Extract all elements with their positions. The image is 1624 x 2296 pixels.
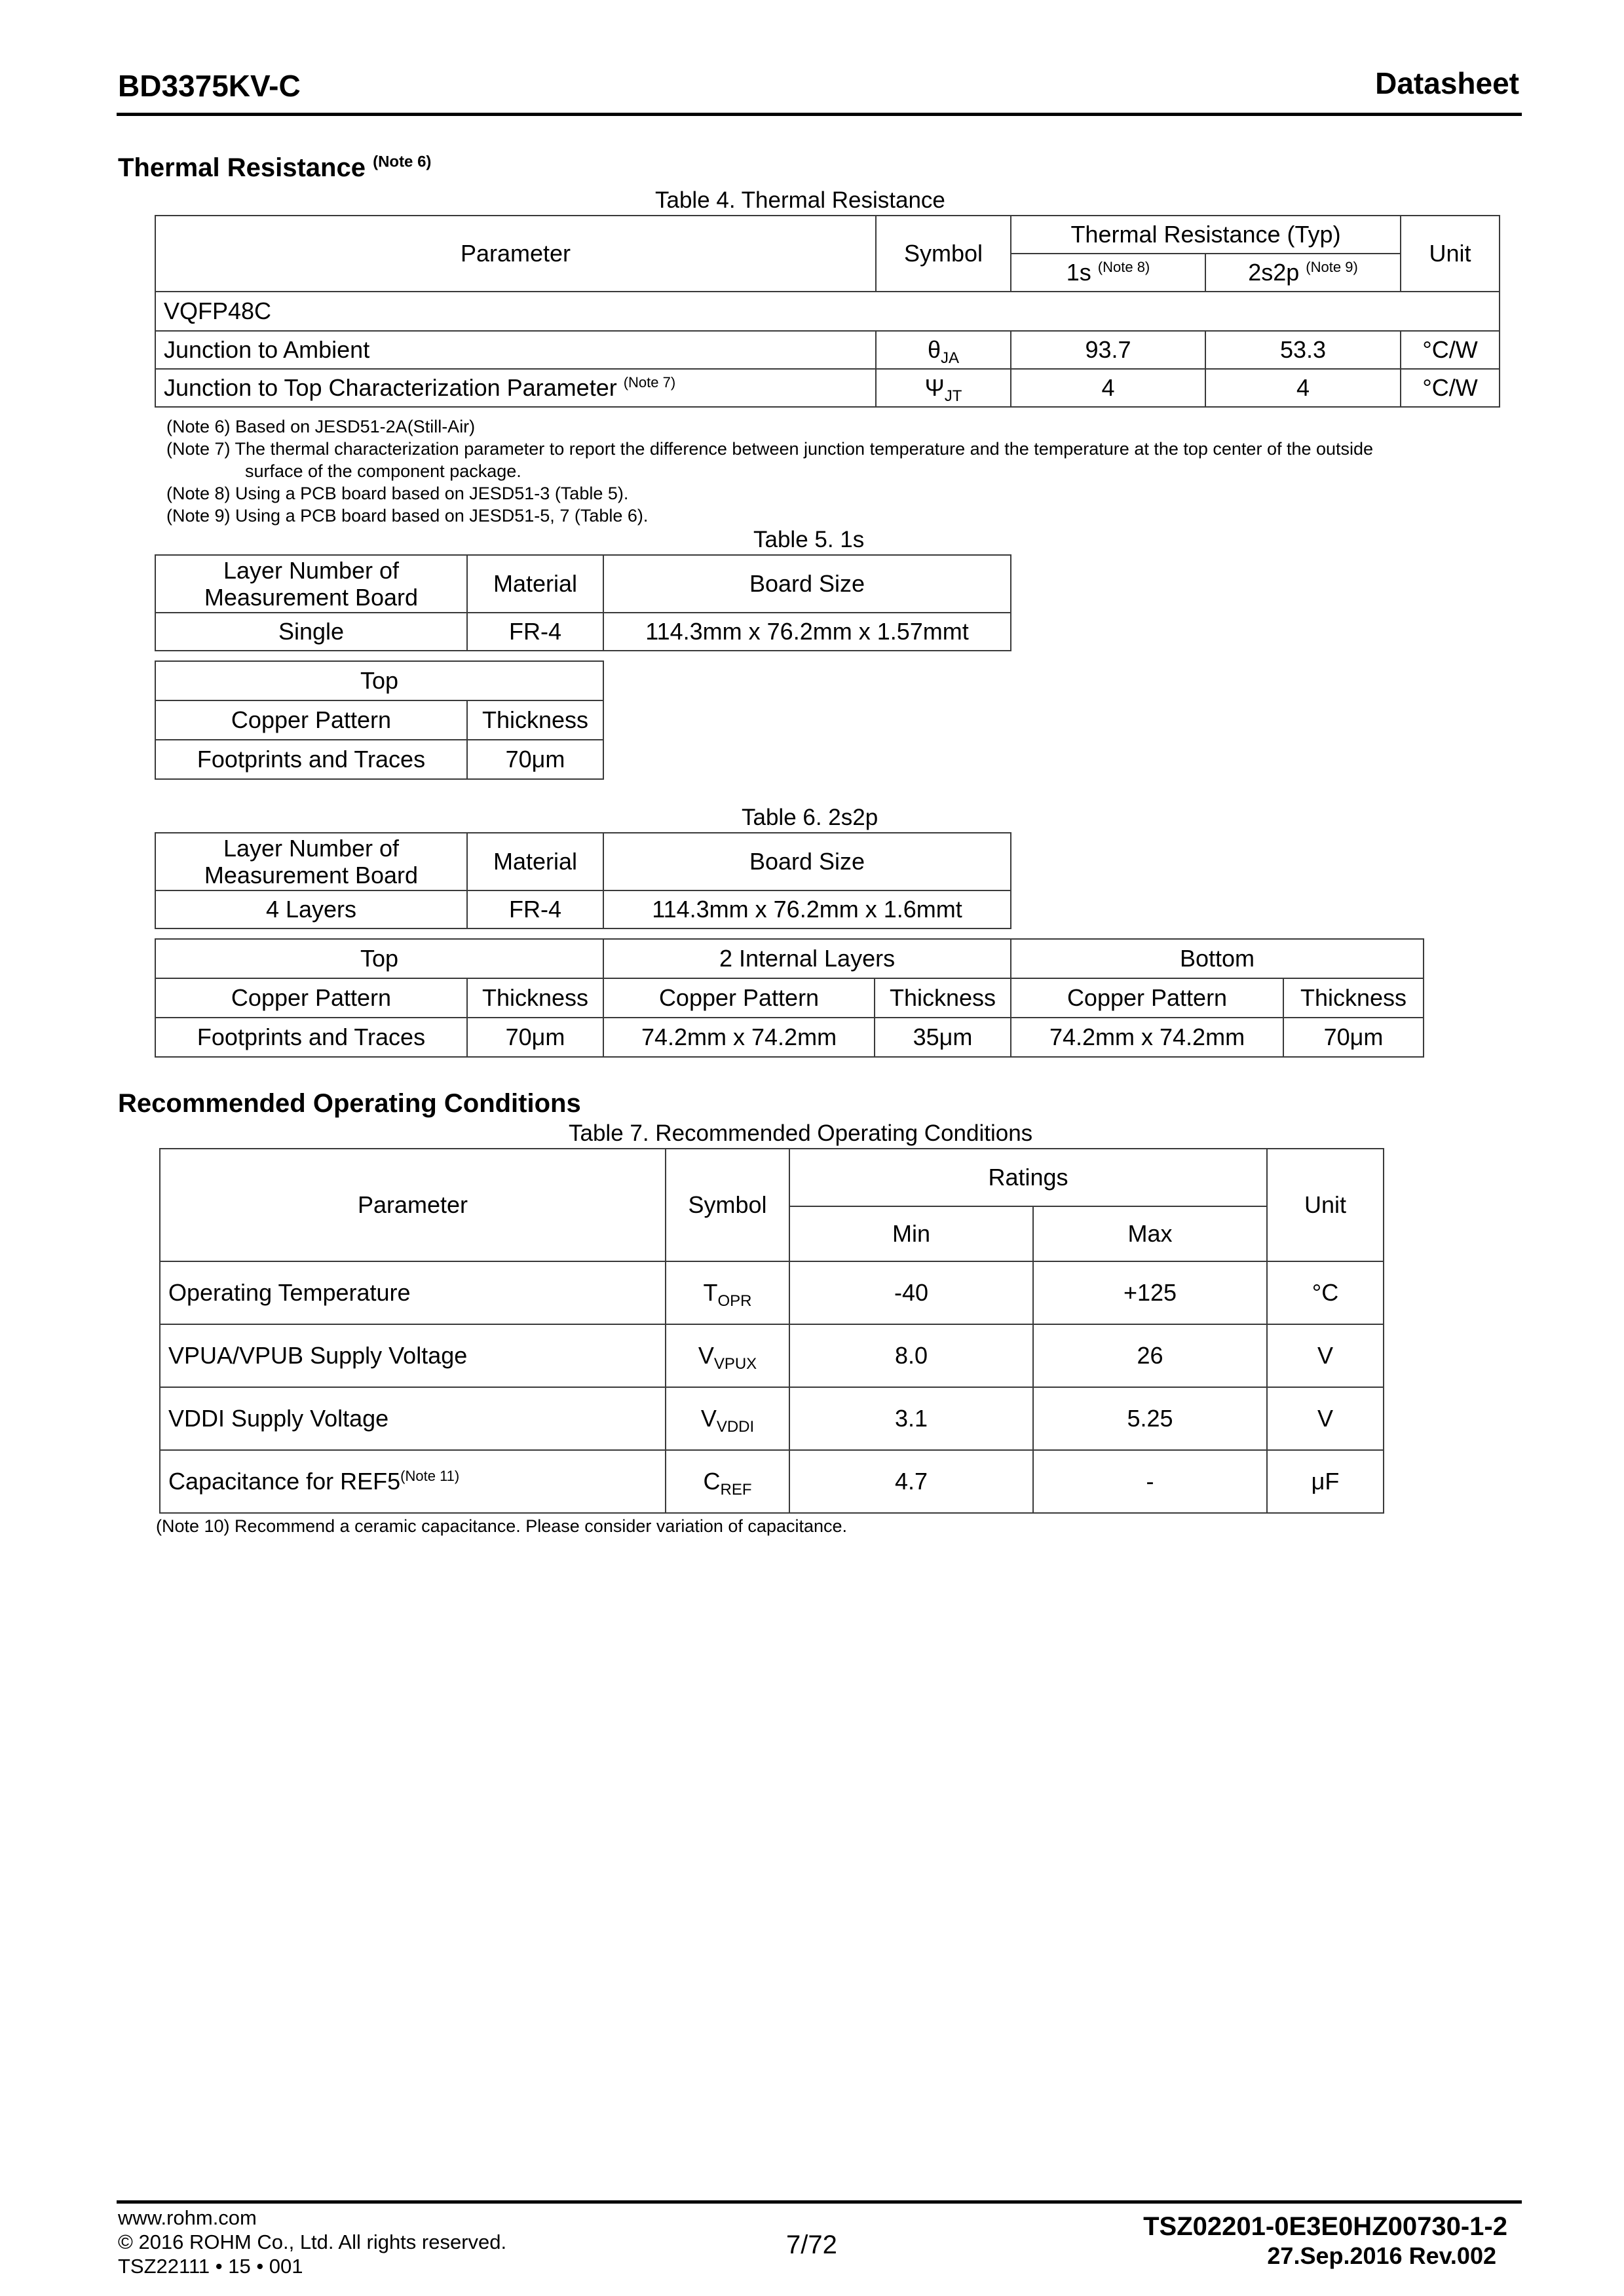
date-rev: 27.Sep.2016 Rev.002 xyxy=(1267,2242,1496,2269)
website-link[interactable]: www.rohm.com xyxy=(118,2206,257,2229)
t7-row3-unit: V xyxy=(1267,1387,1384,1450)
t6-h-bot-copper: Copper Pattern xyxy=(1011,978,1283,1018)
table-row xyxy=(160,1324,1384,1387)
copyright: © 2016 ROHM Co., Ltd. All rights reserved. xyxy=(118,2230,507,2253)
t5-h-board: Board Size xyxy=(603,555,1011,613)
table-row xyxy=(160,1450,1384,1513)
t6-h-board: Board Size xyxy=(603,833,1011,890)
t5-h-material: Material xyxy=(467,555,603,613)
table-row xyxy=(160,1261,1384,1324)
t6-h-bottom: Bottom xyxy=(1011,939,1424,978)
table-row xyxy=(155,890,1011,928)
t7-h-symbol: Symbol xyxy=(666,1149,789,1261)
t4-package: VQFP48C xyxy=(155,292,1500,331)
doc-number: TSZ02201-0E3E0HZ00730-1-2 xyxy=(1143,2212,1507,2241)
t7-row3-min: 3.1 xyxy=(789,1387,1033,1450)
table7 xyxy=(159,1148,1384,1514)
t6-h-top-copper: Copper Pattern xyxy=(155,978,467,1018)
footer-rule xyxy=(117,2200,1522,2204)
t7-row1-max: +125 xyxy=(1033,1261,1267,1324)
t4-row2-unit: °C/W xyxy=(1401,369,1500,407)
thermal-notes: (Note 6) Based on JESD51-2A(Still-Air) (Note 7) The thermal characterization parameter to report the difference between junction temperature and the temperature at the top center of the outside surface of the component package. (Note 8) Using a PCB board based on JESD51-3 (Table 5). (Note 9) Using a PCB board based on JESD51-5, 7 (Table 6). xyxy=(166,417,1374,526)
t4-row1-symbol: $\theta_{JA}$ xyxy=(876,331,1011,369)
t6-board: 114.3mm x 76.2mm x 1.6mmt xyxy=(603,890,1011,928)
t4-h-thermal: Thermal Resistance (Typ) xyxy=(1011,216,1401,254)
t6-h-internal: 2 Internal Layers xyxy=(603,939,1011,978)
table-row xyxy=(155,613,1011,651)
t4-h-1s: 1s $^{(Note 8)}$ xyxy=(1011,254,1205,292)
t6-h-top-thick: Thickness xyxy=(467,978,603,1018)
t6-top-copper: Footprints and Traces xyxy=(155,1018,467,1057)
table-row xyxy=(155,1018,1424,1057)
table6 xyxy=(155,832,1011,929)
t7-row1-symbol: $T_{OPR}$ xyxy=(666,1261,789,1324)
t4-row1-param: Junction to Ambient xyxy=(155,331,876,369)
t5-h-layer: Layer Number of Measurement Board xyxy=(155,555,467,613)
t7-row1-param: Operating Temperature xyxy=(160,1261,666,1324)
t7-row3-param: VDDI Supply Voltage xyxy=(160,1387,666,1450)
table-row xyxy=(155,740,603,779)
t6-int-thick: 35μm xyxy=(875,1018,1011,1057)
t4-row2-param: Junction to Top Characterization Parameter $^{(Note 7)}$ xyxy=(155,369,876,407)
t5-board: 114.3mm x 76.2mm x 1.57mmt xyxy=(603,613,1011,651)
table-row xyxy=(160,1387,1384,1450)
thermal-heading: Thermal Resistance $^{(Note 6)}$ xyxy=(118,153,432,182)
t4-h-parameter: Parameter xyxy=(155,216,876,292)
t4-row1-unit: °C/W xyxy=(1401,331,1500,369)
t7-h-unit: Unit xyxy=(1267,1149,1384,1261)
t7-row4-max: - xyxy=(1033,1450,1267,1513)
t6-top-thick: 70μm xyxy=(467,1018,603,1057)
part-number: BD3375KV-C xyxy=(118,69,301,103)
t7-row4-min: 4.7 xyxy=(789,1450,1033,1513)
t5-copper: Footprints and Traces xyxy=(155,740,467,779)
t4-h-unit: Unit xyxy=(1401,216,1500,292)
table6-caption: Table 6. 2s2p xyxy=(742,805,878,830)
table5 xyxy=(155,554,1011,651)
t6-h-int-copper: Copper Pattern xyxy=(603,978,875,1018)
t7-row2-symbol: $V_{VPUX}$ xyxy=(666,1324,789,1387)
t5-h-top: Top xyxy=(155,661,603,700)
t4-row2-symbol: $\Psi_{JT}$ xyxy=(876,369,1011,407)
t7-row4-symbol: $C_{REF}$ xyxy=(666,1450,789,1513)
t4-row1-2s2p: 53.3 xyxy=(1205,331,1401,369)
table4-caption: Table 4. Thermal Resistance xyxy=(655,187,945,213)
page-number: 7/72 xyxy=(786,2230,837,2259)
t4-row2-1s: 4 xyxy=(1011,369,1205,407)
t5-h-copper: Copper Pattern xyxy=(155,700,467,740)
roc-note10: (Note 10) Recommend a ceramic capacitance. Please consider variation of capacitance. xyxy=(156,1516,848,1536)
t6-h-top: Top xyxy=(155,939,603,978)
t7-h-min: Min xyxy=(789,1206,1033,1261)
header-rule xyxy=(117,113,1522,116)
t7-row1-unit: °C xyxy=(1267,1261,1384,1324)
t5-layer: Single xyxy=(155,613,467,651)
t5-material: FR-4 xyxy=(467,613,603,651)
t6-layer: 4 Layers xyxy=(155,890,467,928)
table-row xyxy=(155,369,1500,407)
t5-thick: 70μm xyxy=(467,740,603,779)
t7-row3-max: 5.25 xyxy=(1033,1387,1267,1450)
table5-copper xyxy=(155,660,604,780)
t6-int-copper: 74.2mm x 74.2mm xyxy=(603,1018,875,1057)
table-row xyxy=(155,331,1500,369)
t5-h-thick: Thickness xyxy=(467,700,603,740)
t7-h-ratings: Ratings xyxy=(789,1149,1267,1206)
t4-row2-2s2p: 4 xyxy=(1205,369,1401,407)
t6-material: FR-4 xyxy=(467,890,603,928)
doc-type: Datasheet xyxy=(1375,66,1519,100)
t6-h-bot-thick: Thickness xyxy=(1283,978,1424,1018)
t7-row1-min: -40 xyxy=(789,1261,1033,1324)
t7-row2-min: 8.0 xyxy=(789,1324,1033,1387)
table5-caption: Table 5. 1s xyxy=(753,527,865,552)
t7-row2-unit: V xyxy=(1267,1324,1384,1387)
t7-row3-symbol: $V_{VDDI}$ xyxy=(666,1387,789,1450)
t7-row4-unit: μF xyxy=(1267,1450,1384,1513)
t6-h-int-thick: Thickness xyxy=(875,978,1011,1018)
t6-bot-thick: 70μm xyxy=(1283,1018,1424,1057)
t7-h-parameter: Parameter xyxy=(160,1149,666,1261)
table7-caption: Table 7. Recommended Operating Conditions xyxy=(569,1120,1033,1146)
t7-row4-param: Capacitance for $REF5^{(Note 11)}$ xyxy=(160,1450,666,1513)
form-code: TSZ22111 • 15 • 001 xyxy=(118,2255,303,2278)
roc-heading: Recommended Operating Conditions xyxy=(118,1089,581,1118)
t6-h-layer: Layer Number of Measurement Board xyxy=(155,833,467,890)
table4 xyxy=(155,215,1500,408)
t7-row2-max: 26 xyxy=(1033,1324,1267,1387)
t4-h-2s2p: 2s2p $^{(Note 9)}$ xyxy=(1205,254,1401,292)
footer-left xyxy=(118,2206,506,2278)
t7-h-max: Max xyxy=(1033,1206,1267,1261)
t6-h-material: Material xyxy=(467,833,603,890)
t4-row1-1s: 93.7 xyxy=(1011,331,1205,369)
t7-row2-param: VPUA/VPUB Supply Voltage xyxy=(160,1324,666,1387)
t4-h-symbol: Symbol xyxy=(876,216,1011,292)
table6-copper xyxy=(155,938,1424,1058)
t6-bot-copper: 74.2mm x 74.2mm xyxy=(1011,1018,1283,1057)
